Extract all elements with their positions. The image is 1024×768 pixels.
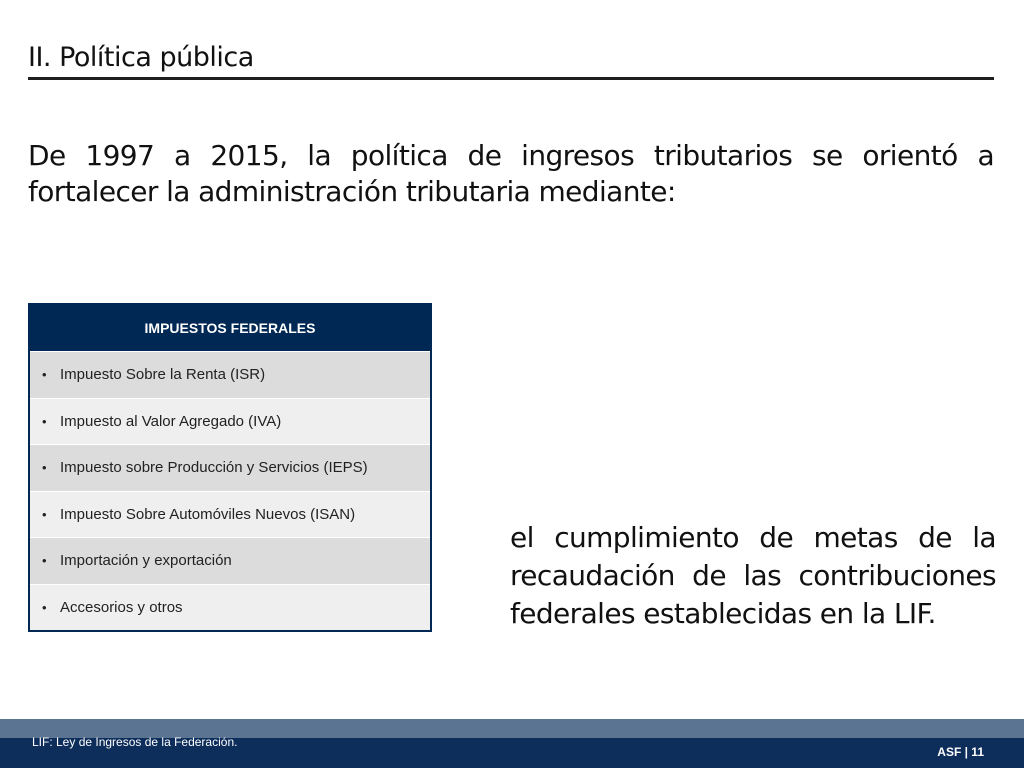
title-divider: [28, 77, 994, 80]
table-row-label: Impuesto sobre Producción y Servicios (IEPS): [60, 459, 368, 477]
table-row: [30, 351, 430, 398]
conclusion-paragraph: el cumplimiento de metas de la recaudación de las contribuciones federales establecidas en la LIF.: [510, 521, 996, 630]
footnote: LIF: Ley de Ingresos de la Federación.: [32, 735, 238, 749]
bullet-icon: •: [42, 553, 47, 569]
bullet-icon: •: [42, 367, 47, 383]
table-row: [30, 584, 430, 631]
slide-title: II. Política pública: [28, 42, 254, 73]
table-row: [30, 491, 430, 538]
table-header: IMPUESTOS FEDERALES: [30, 305, 430, 351]
table-row: [30, 444, 430, 491]
bullet-icon: •: [42, 413, 47, 429]
federal-taxes-table: [28, 303, 432, 632]
intro-paragraph: De 1997 a 2015, la política de ingresos tributarios se orientó a fortalecer la administración tributaria mediante:: [28, 139, 994, 208]
page-number: ASF | 11: [937, 745, 984, 759]
table-row-label: Accesorios y otros: [60, 598, 183, 616]
bullet-icon: •: [42, 460, 47, 476]
table-row-label: Impuesto Sobre la Renta (ISR): [60, 366, 266, 384]
table-row-label: Impuesto al Valor Agregado (IVA): [60, 412, 282, 430]
table-row-label: Importación y exportación: [60, 552, 232, 570]
bullet-icon: •: [42, 599, 47, 615]
table-row: [30, 537, 430, 584]
table-row: [30, 398, 430, 445]
bullet-icon: •: [42, 506, 47, 522]
table-row-label: Impuesto Sobre Automóviles Nuevos (ISAN): [60, 505, 356, 523]
